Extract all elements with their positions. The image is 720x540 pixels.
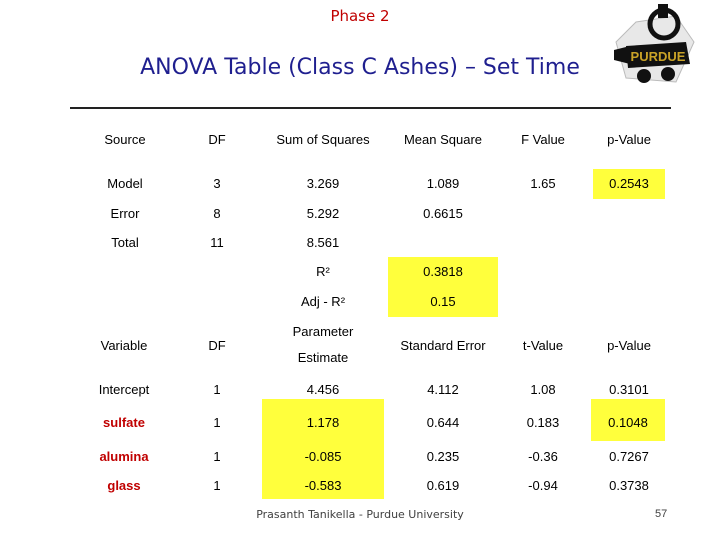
adj-r-squared-value: 0.15	[388, 287, 498, 317]
param-row-std-error: 0.235	[426, 449, 460, 464]
page-title: ANOVA Table (Class C Ashes) – Set Time	[140, 55, 580, 80]
param-row-t: -0.94	[528, 478, 558, 493]
param-row-variable: sulfate	[103, 415, 145, 430]
param-row-p-highlighted: 0.1048	[591, 399, 665, 441]
param-header-t: t-Value	[522, 338, 564, 353]
param-row-variable: Intercept	[98, 382, 150, 397]
anova-row-ss: 5.292	[306, 206, 340, 221]
page-number: 57	[655, 508, 668, 520]
param-row-estimate-highlighted: 1.178	[262, 399, 384, 441]
r-squared-label: R²	[316, 264, 330, 279]
anova-header-p: p-Value	[607, 132, 651, 147]
anova-header-ss: Sum of Squares	[276, 132, 370, 147]
param-row-t: 1.08	[530, 382, 556, 397]
anova-row-ms: 1.089	[426, 176, 460, 191]
anova-row-df: 11	[210, 235, 224, 250]
anova-row-p-highlighted: 0.2543	[593, 169, 665, 199]
anova-header-f: F Value	[521, 132, 565, 147]
param-header-std-error: Standard Error	[400, 338, 486, 353]
param-row-p: 0.3101	[609, 382, 649, 397]
anova-row-ss: 8.561	[306, 235, 340, 250]
anova-row-source: Model	[107, 176, 143, 191]
param-row-variable: alumina	[99, 449, 149, 464]
param-row-estimate-highlighted: -0.085	[262, 441, 384, 473]
param-row-variable: glass	[107, 478, 141, 493]
param-row-df: 1	[213, 449, 221, 464]
anova-row-source: Error	[110, 206, 140, 221]
param-row-std-error: 0.644	[426, 415, 460, 430]
param-row-df: 1	[213, 478, 221, 493]
param-row-df: 1	[213, 382, 221, 397]
anova-row-ms: 0.6615	[423, 206, 463, 221]
anova-row-source: Total	[111, 235, 139, 250]
param-row-estimate: 4.456	[306, 382, 340, 397]
footer-author: Prasanth Tanikella - Purdue University	[256, 508, 464, 521]
anova-row-f: 1.65	[530, 176, 556, 191]
param-row-std-error: 0.619	[426, 478, 460, 493]
r-squared-value: 0.3818	[388, 257, 498, 287]
param-header-p: p-Value	[607, 338, 651, 353]
param-row-std-error: 4.112	[427, 382, 459, 397]
anova-header-ms: Mean Square	[403, 132, 483, 147]
logo-text: PURDUE	[630, 49, 686, 64]
param-row-t: -0.36	[528, 449, 558, 464]
param-row-p: 0.3738	[609, 478, 649, 493]
param-header-variable: Variable	[100, 338, 148, 353]
anova-row-ss: 3.269	[306, 176, 340, 191]
param-header-df: DF	[208, 338, 226, 353]
param-row-df: 1	[213, 415, 221, 430]
param-row-p: 0.7267	[609, 449, 649, 464]
param-header-estimate-line2: Estimate	[297, 350, 349, 365]
anova-row-df: 8	[213, 206, 221, 221]
title-divider	[70, 107, 671, 109]
param-row-estimate-highlighted: -0.583	[262, 473, 384, 499]
anova-header-df: DF	[208, 132, 226, 147]
param-header-estimate-line1: Parameter	[292, 324, 354, 339]
anova-row-df: 3	[213, 176, 221, 191]
anova-header-source: Source	[104, 132, 146, 147]
param-row-t: 0.183	[526, 415, 560, 430]
phase-label: Phase 2	[330, 7, 390, 25]
adj-r-squared-label: Adj - R²	[300, 294, 346, 309]
